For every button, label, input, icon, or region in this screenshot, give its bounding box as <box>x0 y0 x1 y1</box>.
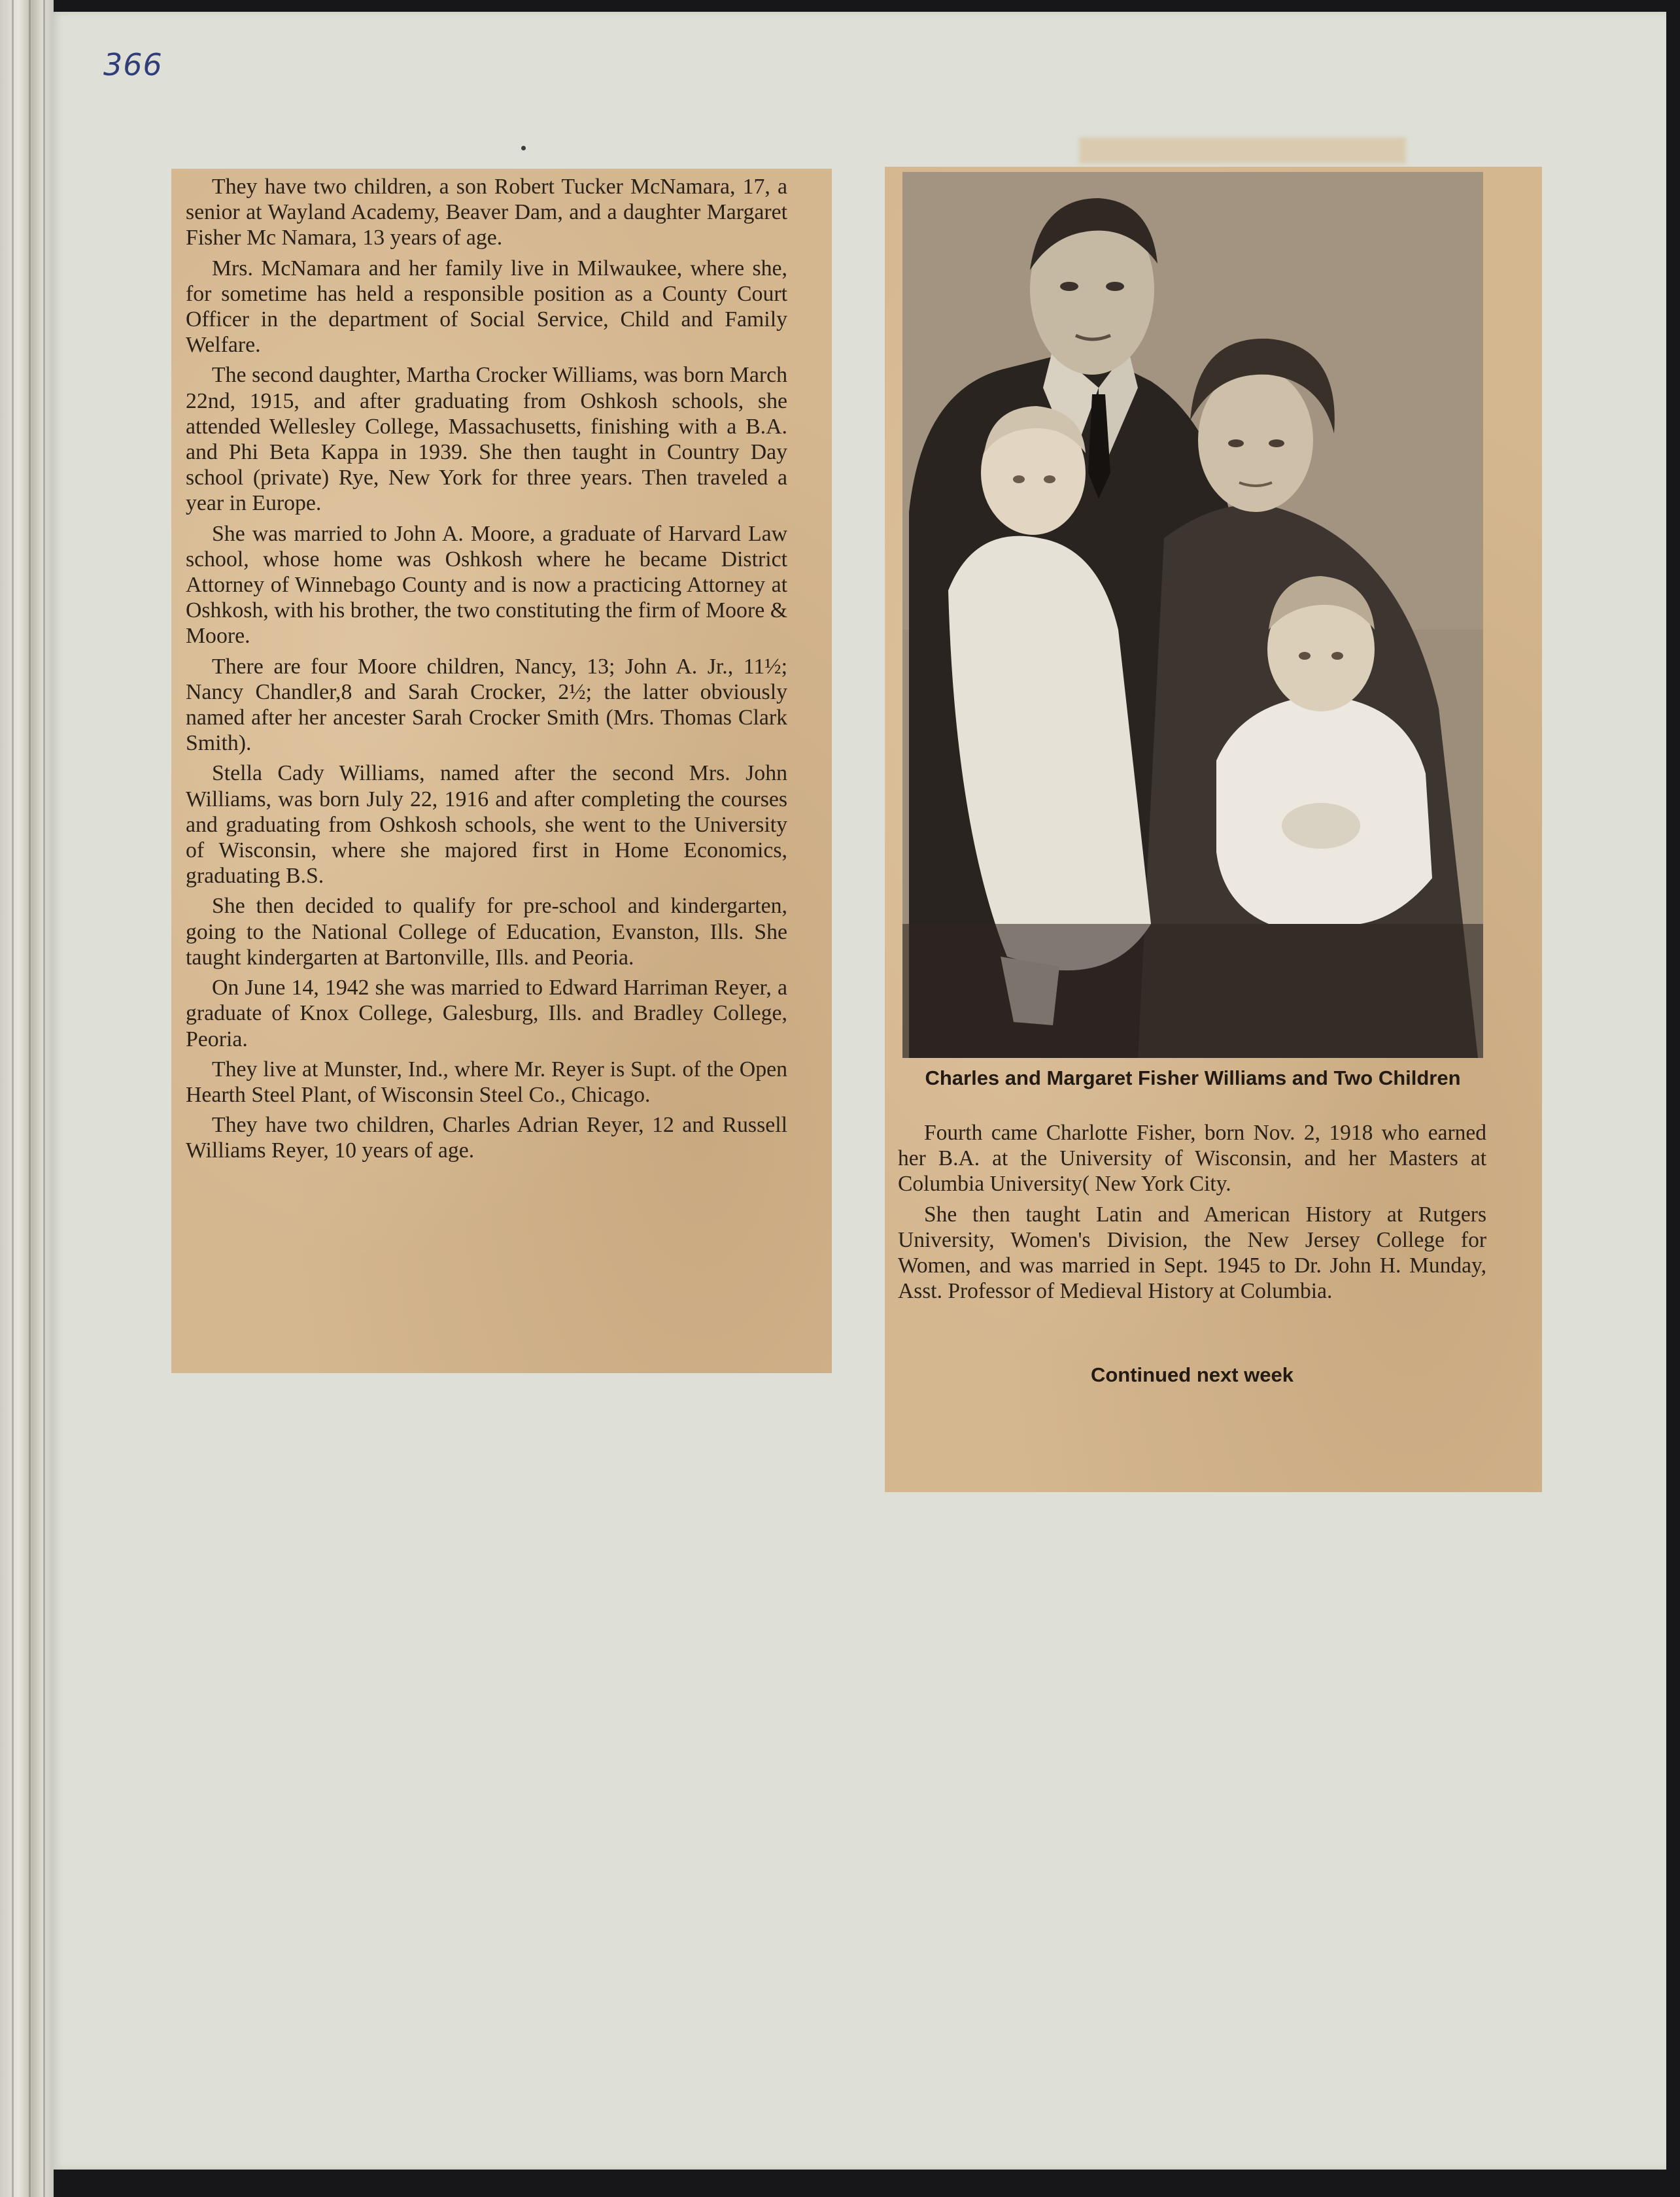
article-paragraph: She then taught Latin and American History at Rutgers University, Women's Division, the New Jersey College for Women, and was married in Sept. 1945 to Dr. John H. Munday, Asst. Professor of Medieval History at Columbia. <box>898 1202 1486 1303</box>
article-paragraph: They have two children, a son Robert Tucker McNamara, 17, a senior at Wayland Academy, Beaver Dam, and a daughter Margaret Fisher Mc Namara, 13 years of age. <box>186 175 787 250</box>
page-number: 366 <box>103 47 163 82</box>
article-paragraph: There are four Moore children, Nancy, 13; John A. Jr., 11½; Nancy Chandler,8 and Sarah Crocker, 2½; the latter obviously named after her ancester Sarah Crocker Smith (Mrs. Thomas Clark Smith). <box>186 654 787 756</box>
newspaper-clipping-left <box>171 169 832 1373</box>
spine-edge-line <box>29 0 31 2197</box>
family-photo-illustration <box>902 172 1483 1058</box>
spine-edge-line <box>12 0 14 2197</box>
continued-notice: Continued next week <box>1090 1363 1294 1386</box>
album-spine <box>0 0 54 2197</box>
article-paragraph: She was married to John A. Moore, a graduate of Harvard Law school, whose home was Oshkosh where he became District Attorney of Winnebago County and is now a practicing Attorney at Oshkosh, with his brother, the two constituting the firm of Moore & Moore. <box>186 521 787 649</box>
article-paragraph: On June 14, 1942 she was married to Edward Harriman Reyer, a graduate of Knox College, Galesburg, Ills. and Bradley College, Peoria. <box>186 976 787 1051</box>
article-paragraph: Stella Cady Williams, named after the second Mrs. John Williams, was born July 22, 1916 and after completing the courses and graduating from Oshkosh schools, she went to the University of Wisconsin, where she majored first in Home Economics, graduating B.S. <box>186 761 787 889</box>
family-photograph <box>902 172 1483 1058</box>
spine-edge-line <box>43 0 45 2197</box>
page-speck <box>521 146 526 150</box>
article-paragraph: The second daughter, Martha Crocker Williams, was born March 22nd, 1915, and after graduating from Oshkosh schools, she attended Wellesley College, Massachusetts, finishing with a B.A. and Phi Beta Kappa in 1939. She then taught in Country Day school (private) Rye, New York for three years. Then traveled a year in Europe. <box>186 363 787 516</box>
article-paragraph: They have two children, Charles Adrian Reyer, 12 and Russell Williams Reyer, 10 years of age. <box>186 1113 787 1163</box>
newspaper-clipping-right <box>885 167 1542 1492</box>
article-text-left <box>186 174 787 1168</box>
article-paragraph: They live at Munster, Ind., where Mr. Reyer is Supt. of the Open Hearth Steel Plant, of Wisconsin Steel Co., Chicago. <box>186 1057 787 1107</box>
glue-residue <box>1079 137 1406 163</box>
article-paragraph: She then decided to qualify for pre-school and kindergarten, going to the National College of Education, Evanston, Ills. She taught kindergarten at Bartonville, Ills. and Peoria. <box>186 894 787 970</box>
article-paragraph: Mrs. McNamara and her family live in Milwaukee, where she, for sometime has held a responsible position as a County Court Officer in the department of Social Service, Child and Family Welfare. <box>186 256 787 358</box>
article-text-right <box>898 1120 1486 1309</box>
photo-caption: Charles and Margaret Fisher Williams and Two Children <box>925 1066 1461 1089</box>
article-paragraph: Fourth came Charlotte Fisher, born Nov. 2, 1918 who earned her B.A. at the University of Wisconsin, and her Masters at Columbia University( New York City. <box>898 1121 1486 1196</box>
